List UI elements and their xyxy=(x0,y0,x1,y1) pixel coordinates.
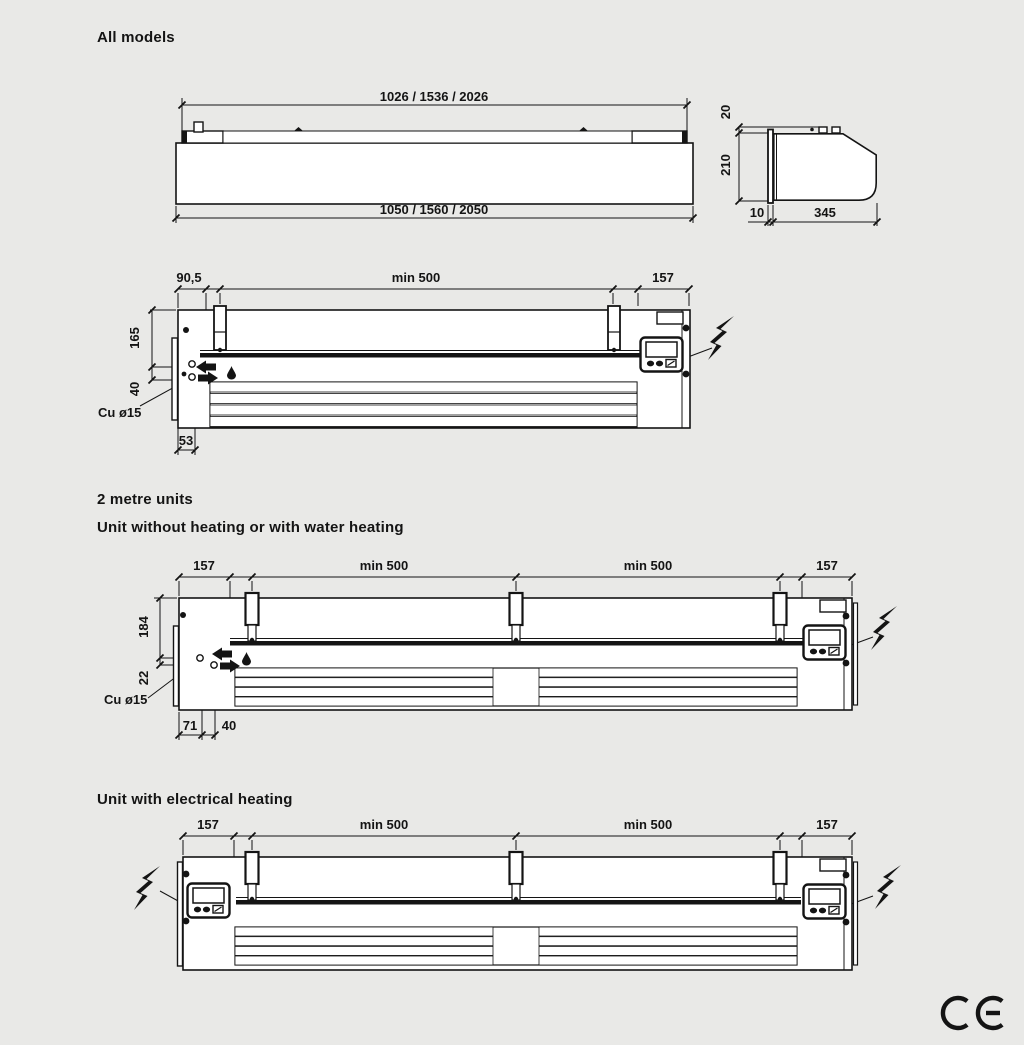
side-view-unit-outline xyxy=(768,127,876,203)
front-view-drawing xyxy=(163,86,703,232)
end-plate xyxy=(854,603,858,705)
dim-connection-gap: 22 xyxy=(136,670,151,686)
screw-dot xyxy=(683,371,690,378)
subheading-electric-unit: Unit with electrical heating xyxy=(97,791,293,808)
dim-left-section: 157 xyxy=(197,817,219,832)
back-plate xyxy=(172,338,178,420)
dim-overall-width: 1050 / 1560 / 2050 xyxy=(379,202,489,217)
dim-wall-gap: 10 xyxy=(749,205,765,220)
suspension-rail xyxy=(200,353,640,358)
lightning-bolt-icon xyxy=(871,606,897,650)
dim-right-section: 157 xyxy=(816,558,838,573)
dim-depth: 345 xyxy=(814,205,836,220)
suspension-bracket xyxy=(510,852,523,901)
suspension-bracket xyxy=(608,306,620,352)
water-pipe-connection xyxy=(211,662,217,668)
screw-dot xyxy=(182,372,187,377)
water-pipe-connection xyxy=(189,374,195,380)
dim-connection-offset: 53 xyxy=(178,433,194,448)
sensor-bump xyxy=(579,127,588,131)
control-panel xyxy=(804,885,846,919)
screw-dot xyxy=(183,327,189,333)
section-heading-all-models: All models xyxy=(97,29,175,46)
pipe-size-label: Cu ø15 xyxy=(104,692,148,707)
dim-left-offset: 90,5 xyxy=(176,270,202,285)
section-heading-two-metre: 2 metre units xyxy=(97,491,193,508)
screw-dot xyxy=(180,612,186,618)
dim-connection-spacing: 40 xyxy=(221,718,237,733)
dim-top-clearance: 20 xyxy=(718,104,733,120)
left-end-cap xyxy=(182,131,187,143)
dim-connection-offset: 71 xyxy=(182,718,198,733)
screw-dot xyxy=(843,872,850,879)
knob xyxy=(647,361,654,367)
dim-bracket-spacing-1: min 500 xyxy=(359,817,409,832)
dim-connection-spacing: 40 xyxy=(127,381,142,397)
screw-dot xyxy=(843,613,850,620)
dim-bracket-spacing-1: min 500 xyxy=(359,558,409,573)
suspension-bracket xyxy=(774,593,787,642)
water-pipe-connection xyxy=(197,655,203,661)
dim-connection-height: 165 xyxy=(127,327,142,349)
top-tab xyxy=(819,127,827,133)
pipe-size-label: Cu ø15 xyxy=(98,405,142,420)
front-view-unit-outline xyxy=(176,122,693,204)
lightning-bolt-icon xyxy=(708,316,734,360)
dim-bracket-spacing-2: min 500 xyxy=(623,817,673,832)
display xyxy=(646,342,677,357)
screw-dot xyxy=(843,660,850,667)
screw-dot xyxy=(183,918,190,925)
dim-connection-height: 184 xyxy=(136,616,151,638)
water-unit-drawing xyxy=(98,548,910,748)
screw-dot xyxy=(683,325,690,332)
dim-left-section: 157 xyxy=(193,558,215,573)
wall-bracket-plate xyxy=(768,130,773,204)
inlet-grille xyxy=(223,131,632,143)
dim-height: 210 xyxy=(718,154,733,176)
electric-unit-drawing xyxy=(98,806,910,998)
terminal-box xyxy=(657,312,683,324)
back-plate xyxy=(174,626,179,706)
suspension-bracket xyxy=(510,593,523,642)
mounting-tab xyxy=(194,122,203,132)
control-panel xyxy=(188,884,230,918)
terminal-box xyxy=(820,600,846,612)
lightning-bolt-icon xyxy=(134,866,160,910)
suspension-rail xyxy=(236,900,801,905)
dim-grille-width: 1026 / 1536 / 2026 xyxy=(379,89,489,104)
suspension-bracket xyxy=(246,852,259,901)
control-panel xyxy=(641,338,683,372)
dim-bracket-spacing-2: min 500 xyxy=(623,558,673,573)
end-plate xyxy=(854,862,858,965)
mounting-view-drawing xyxy=(88,260,748,460)
control-panel xyxy=(804,626,846,660)
lightning-bolt-icon xyxy=(875,865,901,909)
dim-right-section: 157 xyxy=(652,270,674,285)
terminal-box xyxy=(820,859,846,871)
subheading-water-unit: Unit without heating or with water heating xyxy=(97,519,404,536)
back-plate xyxy=(178,862,183,966)
right-end-cap xyxy=(682,131,687,143)
water-unit-outline xyxy=(174,593,898,710)
side-view-drawing xyxy=(713,85,908,235)
suspension-bracket xyxy=(246,593,259,642)
screw-dot xyxy=(810,128,814,132)
water-pipe-connection xyxy=(189,361,195,367)
ce-mark-icon xyxy=(936,992,1016,1038)
knob xyxy=(656,361,663,367)
dim-right-section: 157 xyxy=(816,817,838,832)
sensor-bump xyxy=(294,127,303,131)
screw-dot xyxy=(183,871,190,878)
dim-bracket-spacing: min 500 xyxy=(391,270,441,285)
screw-dot xyxy=(843,919,850,926)
suspension-bracket xyxy=(774,852,787,901)
mounting-view-unit-outline xyxy=(172,306,734,428)
top-tab xyxy=(832,127,840,133)
suspension-bracket xyxy=(214,306,226,352)
electric-unit-outline xyxy=(134,852,901,970)
